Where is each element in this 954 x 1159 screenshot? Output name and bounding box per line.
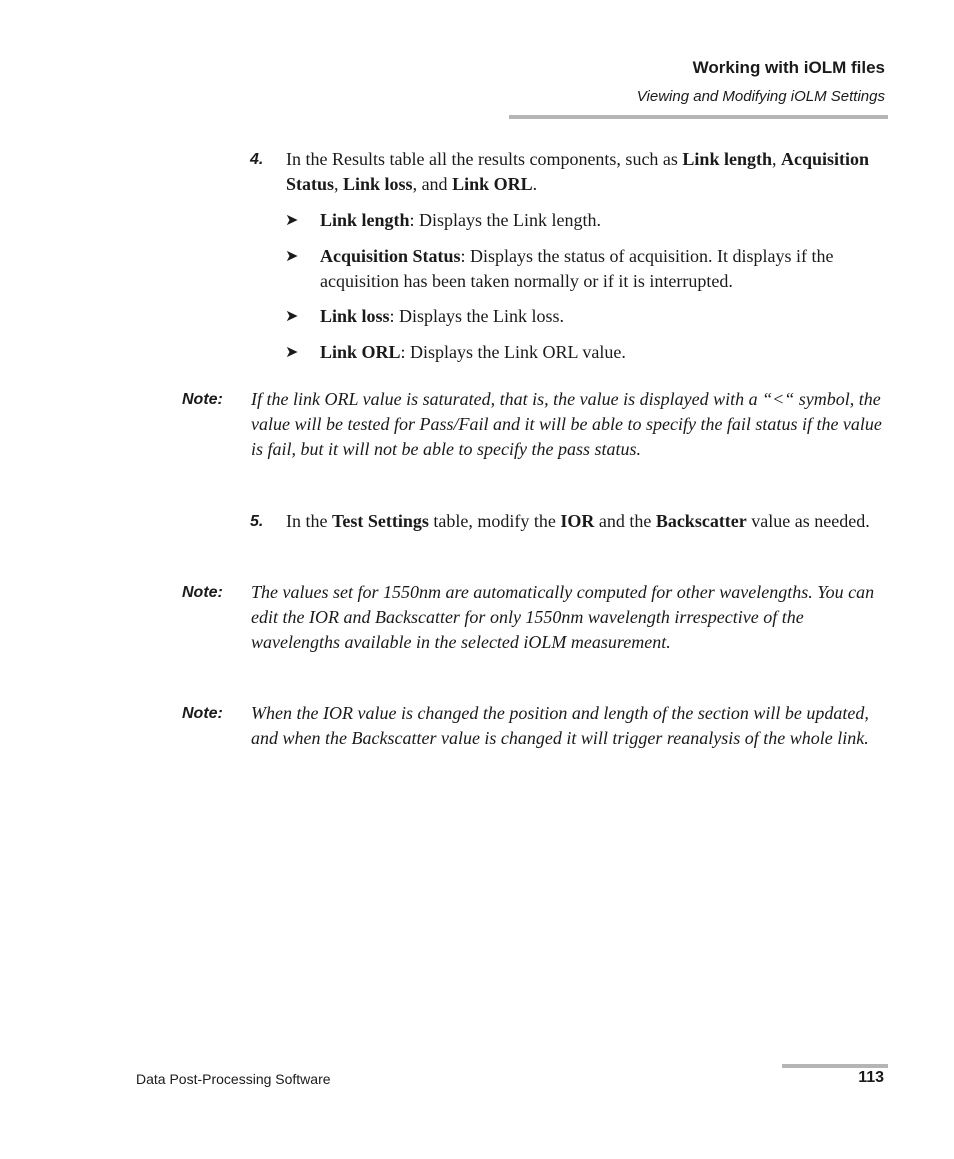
footer-product-name: Data Post-Processing Software	[136, 1071, 331, 1087]
arrow-bullet-icon: ➤	[285, 248, 299, 265]
step-text: In the Test Settings table, modify the IOR and the Backscatter value as needed.	[286, 511, 870, 531]
bullet-link-orl: ➤ Link ORL: Displays the Link ORL value.	[285, 340, 885, 365]
note-text: When the IOR value is changed the position and length of the section will be updated, and when the Backscatter value is changed it will trigger reanalysis of the whole link.	[251, 703, 869, 748]
note-1550nm-values	[182, 580, 892, 655]
step-number: 4.	[250, 151, 264, 168]
bullet-link-loss: ➤ Link loss: Displays the Link loss.	[285, 304, 885, 329]
step-number: 5.	[250, 513, 264, 530]
step-text: In the Results table all the results components, such as Link length, Acquisition Status, Link loss, and Link ORL.	[286, 149, 869, 194]
bullet-link-length: ➤ Link length: Displays the Link length.	[285, 208, 885, 233]
step-5	[250, 509, 890, 534]
arrow-bullet-icon: ➤	[285, 212, 299, 229]
note-ior-backscatter-change	[182, 701, 892, 751]
note-text: If the link ORL value is saturated, that is, the value is displayed with a “<“ symbol, the value will be tested for Pass/Fail and it will be able to specify the fail status if the value is fail, but it will not be able to specify the pass status.	[251, 389, 882, 459]
note-label: Note:	[182, 705, 223, 722]
running-header-title: Working with iOLM files	[692, 58, 885, 77]
arrow-bullet-icon: ➤	[285, 308, 299, 325]
step-4	[250, 147, 890, 197]
bullet-acquisition-status: ➤ Acquisition Status: Displays the status of acquisition. It displays if the acquisition has been taken normally or if it is interrupted.	[285, 246, 834, 291]
note-label: Note:	[182, 391, 223, 408]
arrow-bullet-icon: ➤	[285, 344, 299, 361]
note-label: Note:	[182, 584, 223, 601]
note-orl-saturated	[182, 387, 892, 462]
footer-rule	[782, 1064, 888, 1068]
header-rule	[509, 115, 888, 119]
note-text: The values set for 1550nm are automatically computed for other wavelengths. You can edit the IOR and Backscatter for only 1550nm wavelength irrespective of the wavelengths available in the selected iOLM measurement.	[251, 582, 875, 652]
page-number: 113	[858, 1069, 884, 1086]
running-header-subtitle: Viewing and Modifying iOLM Settings	[636, 88, 885, 105]
